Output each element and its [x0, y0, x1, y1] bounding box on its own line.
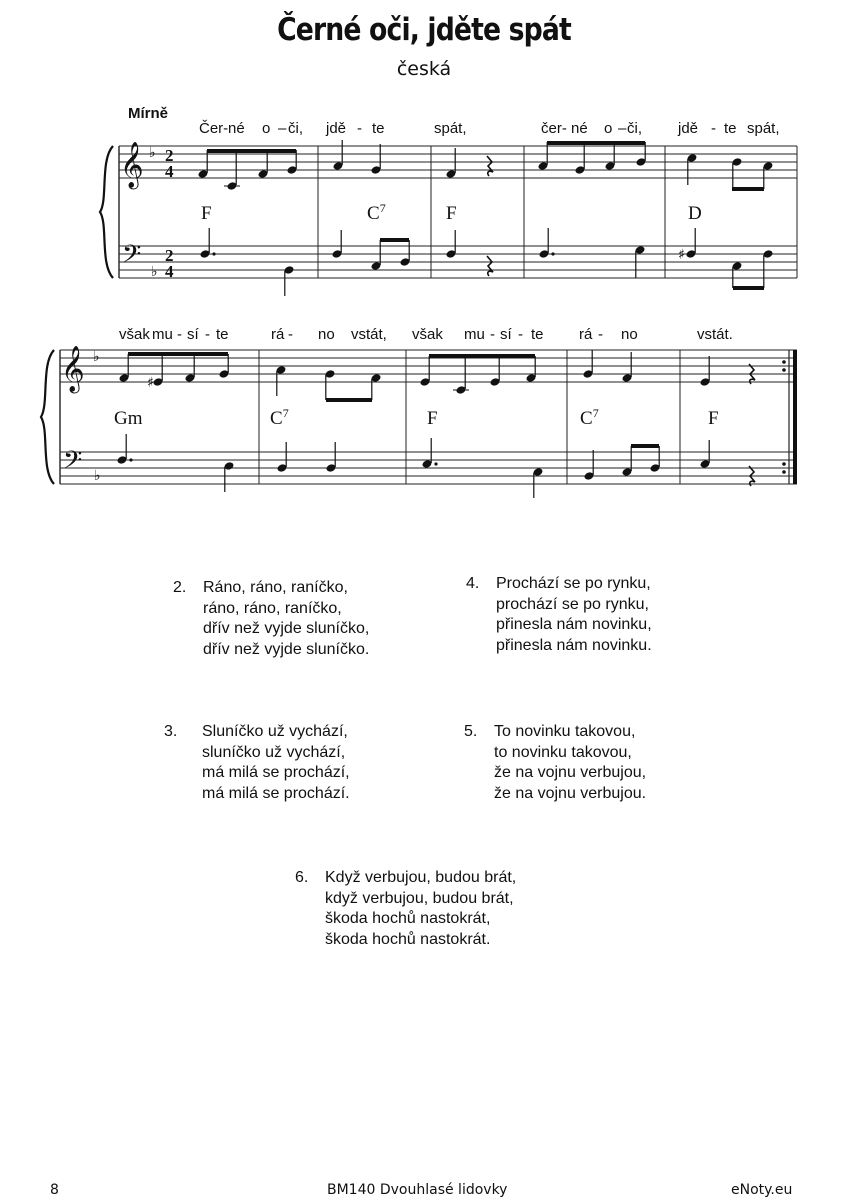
bass-clef-icon: 𝄢: [63, 446, 83, 481]
lyric-syllable: -: [288, 326, 293, 343]
augmentation-dot: [129, 458, 132, 461]
chord-symbol: F: [427, 408, 438, 429]
verse-number: 4.: [466, 575, 480, 592]
chord-symbol: F: [201, 203, 212, 224]
brace-1: [100, 146, 113, 278]
lyric-syllable: -: [518, 326, 523, 343]
tempo-marking: Mírně: [128, 105, 169, 122]
lyric-syllable: te: [531, 326, 544, 343]
verse-line: prochází se po rynku,: [496, 595, 649, 613]
verse-line: když verbujou, budou brát,: [325, 889, 514, 907]
lyric-syllable: sí: [187, 326, 199, 343]
time-sig-top: 2: [165, 246, 174, 265]
verse-line: ráno, ráno, raníčko,: [203, 599, 342, 617]
beam: [547, 141, 645, 145]
verse-number: 3.: [164, 723, 178, 740]
verse-line: Prochází se po rynku,: [496, 575, 651, 592]
verse-line: To novinku takovou,: [494, 723, 636, 740]
notes-layer: [117, 140, 774, 498]
lyric-syllable: -: [205, 326, 210, 343]
book-title: BM140 Dvouhlasé lidovky: [327, 1182, 508, 1198]
site-name: eNoty.eu: [731, 1182, 793, 1198]
lyric-syllable: rá: [271, 326, 285, 343]
quarter-rest: [487, 156, 493, 176]
lyric-syllable: no: [318, 326, 335, 343]
verse-4: [466, 574, 726, 664]
sharp-sign: ♯: [678, 247, 685, 263]
lyric-syllable: však: [119, 326, 150, 343]
lyric-syllable: -: [598, 326, 603, 343]
lyric-syllable: vstát.: [697, 326, 733, 343]
flat-sign: ♭: [149, 145, 156, 161]
augmentation-dot: [434, 462, 437, 465]
verse-line: Sluníčko už vychází,: [202, 723, 348, 740]
chord-symbol: $C^7$: [580, 406, 599, 429]
verse-line: to novinku takovou,: [494, 743, 632, 761]
time-sig-top: 2: [165, 146, 174, 165]
lyric-syllable: čer-: [541, 120, 567, 137]
page-number: 8: [50, 1182, 59, 1198]
lyric-syllable: mu: [152, 326, 173, 343]
lyric-syllable: či,: [627, 120, 642, 137]
music-score: [0, 0, 848, 560]
lyric-syllable: no: [621, 326, 638, 343]
bass-staff-2: [60, 452, 797, 484]
verse-number: 6.: [295, 869, 309, 886]
lyric-syllable: sí: [500, 326, 512, 343]
flat-sign: ♭: [151, 264, 158, 280]
verse-number: 5.: [464, 723, 478, 740]
treble-clef-icon: 𝄞: [120, 142, 144, 188]
verse-line: Ráno, ráno, raníčko,: [203, 579, 348, 596]
lyric-syllable: -: [357, 120, 362, 137]
lyric-syllable: né: [228, 120, 245, 137]
augmentation-dot: [212, 252, 215, 255]
chord-symbol: F: [708, 408, 719, 429]
verse-line: přinesla nám novinku,: [496, 616, 652, 633]
lyric-syllable: spát,: [434, 120, 467, 137]
lyric-syllable: spát,: [747, 120, 780, 137]
time-sig-bottom: 4: [165, 262, 174, 281]
lyrics-system-1: [199, 120, 780, 137]
chord-symbol: $C^7$: [270, 406, 289, 429]
bass-clef-icon: 𝄢: [122, 240, 142, 275]
verse-line: škoda hochů nastokrát.: [325, 930, 491, 948]
lyrics-system-2: [119, 326, 733, 343]
lyric-syllable: –: [278, 120, 287, 137]
verse-line: škoda hochů nastokrát,: [325, 910, 491, 927]
lyric-syllable: Čer-: [199, 120, 229, 137]
lyric-syllable: jdě: [678, 120, 699, 137]
lyric-syllable: né: [571, 120, 588, 137]
lyric-syllable: te: [216, 326, 229, 343]
verse-line: že na vojnu verbujou,: [494, 764, 647, 781]
flat-sign: ♭: [93, 349, 100, 365]
quarter-rest: [487, 256, 493, 276]
song-title: Černé oči, jděte spát: [277, 12, 571, 48]
chord-symbol: Gm: [114, 408, 143, 429]
lyric-syllable: jdě: [326, 120, 347, 137]
chord-symbol: D: [688, 203, 702, 224]
lyric-syllable: -: [711, 120, 716, 137]
augmentation-dot: [551, 252, 554, 255]
lyric-syllable: či,: [288, 120, 303, 137]
beam: [631, 444, 659, 448]
sharp-sign: ♯: [147, 375, 154, 391]
verse-number: 2.: [173, 579, 187, 596]
lyric-syllable: o: [604, 120, 613, 137]
lyric-syllable: o: [262, 120, 271, 137]
lyric-syllable: te: [372, 120, 385, 137]
treble-clef-icon: 𝄞: [61, 346, 85, 392]
beam: [128, 352, 228, 356]
time-sig-bottom: 4: [165, 162, 174, 181]
verse-line: má milá se prochází,: [202, 764, 350, 781]
lyric-syllable: však: [412, 326, 443, 343]
beam: [732, 187, 764, 191]
verse-2: [173, 578, 433, 668]
lyric-syllable: -: [490, 326, 495, 343]
beam: [429, 354, 535, 358]
verse-line: dřív než vyjde sluníčko,: [203, 620, 370, 637]
brace-2: [41, 350, 54, 484]
verse-5: [464, 722, 724, 812]
verse-line: že na vojnu verbujou.: [494, 784, 647, 802]
verse-line: dřív než vyjde sluníčko.: [203, 640, 370, 658]
beam: [733, 286, 764, 290]
song-subtitle: česká: [396, 58, 452, 80]
beam: [326, 398, 372, 402]
lyric-syllable: vstát,: [351, 326, 387, 343]
lyric-syllable: rá: [579, 326, 593, 343]
flat-sign: ♭: [94, 468, 101, 484]
verse-line: přinesla nám novinku.: [496, 636, 652, 654]
chord-symbol: F: [446, 203, 457, 224]
lyric-syllable: –: [618, 120, 627, 137]
lyric-syllable: -: [177, 326, 182, 343]
lyric-syllable: mu: [464, 326, 485, 343]
beam: [380, 238, 409, 242]
verse-6: [295, 868, 575, 958]
lyric-syllable: te: [724, 120, 737, 137]
verse-line: Když verbujou, budou brát,: [325, 869, 517, 886]
beam: [207, 149, 296, 153]
verse-3: [164, 722, 424, 812]
verse-line: sluníčko už vychází,: [202, 743, 346, 761]
verse-line: má milá se prochází.: [202, 784, 350, 802]
chord-symbol: $C^7$: [367, 201, 386, 224]
